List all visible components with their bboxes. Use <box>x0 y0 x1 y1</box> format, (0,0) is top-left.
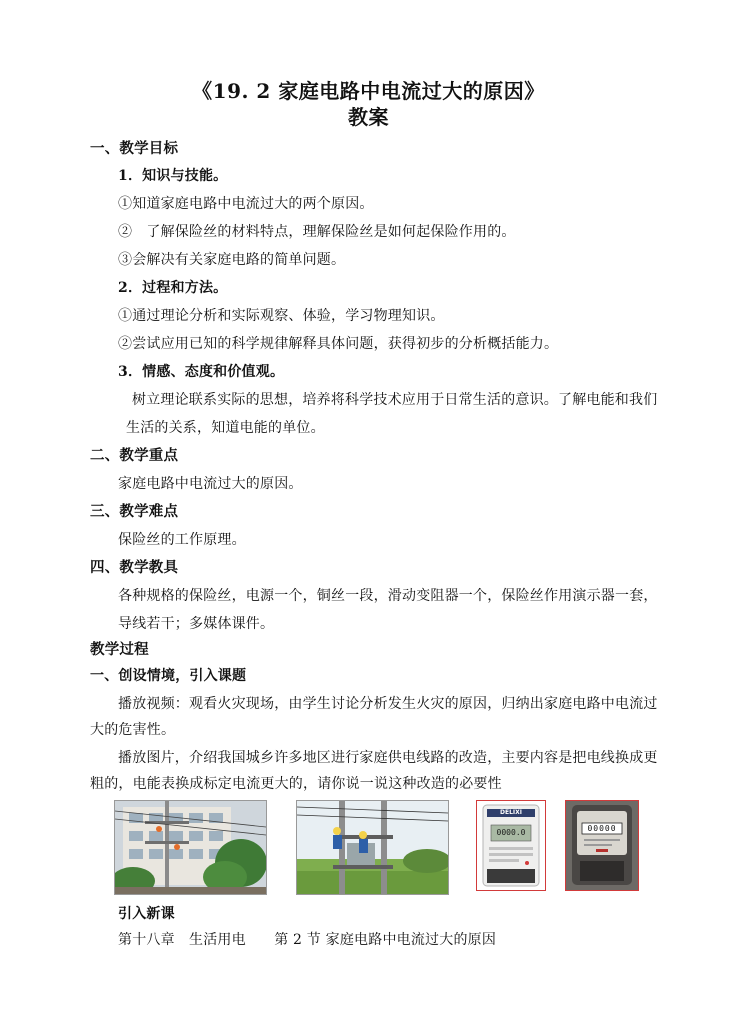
meter-brand-label: DELIXI <box>500 809 522 816</box>
section-heading-teaching-process: 教学过程 <box>90 641 149 658</box>
scenario-paragraph1-line1: 播放视频：观看火灾现场，由学生讨论分析发生火灾的原因，归纳出家庭电路中电流过 <box>118 696 658 712</box>
section-heading-difficulties: 三、教学难点 <box>90 503 179 520</box>
attitude-paragraph-line1: 树立理论联系实际的思想，培养将科学技术应用于日常生活的意识。了解电能和我们 <box>132 392 658 408</box>
photo-transformer-workers <box>296 800 449 895</box>
building-photo-drawing <box>115 801 266 894</box>
photo-power-line-renovation-building <box>114 800 267 895</box>
scenario-paragraph2-line2: 粗的，电能表换成标定电流更大的，请你说一说这种改造的必要性 <box>90 776 502 792</box>
section-heading-objectives: 一、教学目标 <box>90 140 179 157</box>
section-heading-teaching-aids: 四、教学教具 <box>90 559 179 576</box>
objective-item: ②尝试应用已知的科学规律解释具体问题，获得初步的分析概括能力。 <box>118 336 559 352</box>
objective-item: ② 了解保险丝的材料特点，理解保险丝是如何起保险作用的。 <box>118 224 516 240</box>
photo-mechanical-electric-meter <box>565 800 639 891</box>
meter-counter-reading: 00000 <box>587 824 617 833</box>
subheading-knowledge: 1．知识与技能。 <box>118 168 228 184</box>
objective-item: ①知道家庭电路中电流过大的两个原因。 <box>118 196 374 212</box>
teaching-aids-line1: 各种规格的保险丝，电源一个，铜丝一段，滑动变阻器一个，保险丝作用演示器一套， <box>118 588 658 604</box>
subheading-attitude: 3．情感、态度和价值观。 <box>118 364 285 380</box>
scenario-paragraph1-line2: 大的危害性。 <box>90 722 176 738</box>
transformer-photo-drawing <box>297 801 448 894</box>
document-subtitle: 教案 <box>348 105 389 129</box>
photo-digital-electric-meter <box>476 800 546 891</box>
mechanical-meter-drawing <box>566 801 638 890</box>
objective-item: ①通过理论分析和实际观察、体验，学习物理知识。 <box>118 308 445 324</box>
scenario-paragraph2-line1: 播放图片，介绍我国城乡许多地区进行家庭供电线路的改造，主要内容是把电线换成更 <box>118 750 658 766</box>
subheading-process: 2．过程和方法。 <box>118 280 228 296</box>
part-heading-scenario: 一、创设情境，引入课题 <box>90 668 247 684</box>
teaching-aids-line2: 导线若干；多媒体课件。 <box>118 616 275 632</box>
difficulties-text: 保险丝的工作原理。 <box>118 532 246 548</box>
document-title: 《19. 2 家庭电路中电流过大的原因》 <box>192 79 545 103</box>
attitude-paragraph-line2: 生活的关系，知道电能的单位。 <box>126 420 325 436</box>
section-heading-key-points: 二、教学重点 <box>90 447 179 464</box>
intro-new-lesson-heading: 引入新课 <box>118 906 175 922</box>
chapter-section-line: 第十八章 生活用电 第 2 节 家庭电路中电流过大的原因 <box>118 932 497 948</box>
meter-lcd-reading: 0000.0 <box>496 828 526 837</box>
objective-item: ③会解决有关家庭电路的简单问题。 <box>118 252 346 268</box>
key-points-text: 家庭电路中电流过大的原因。 <box>118 476 303 492</box>
